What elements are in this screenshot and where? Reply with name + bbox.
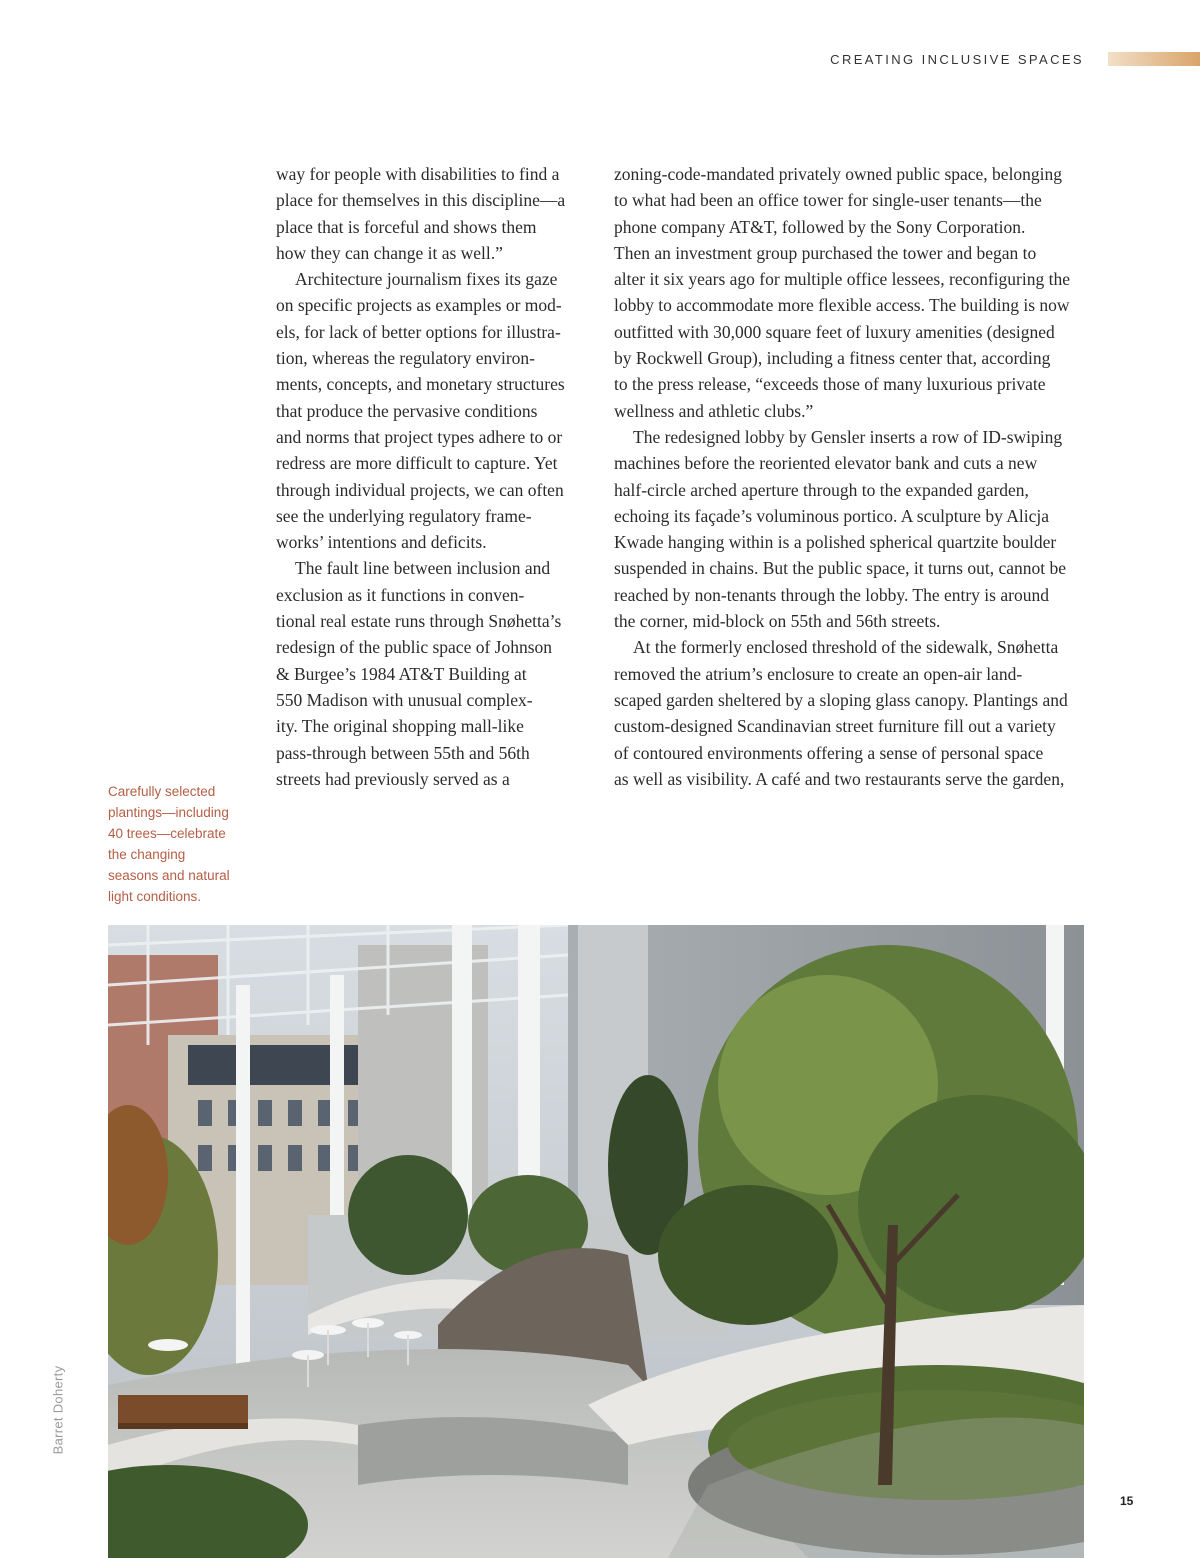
body-line: that produce the pervasive conditions <box>276 400 538 421</box>
photo-credit: Barret Doherty <box>50 1365 66 1455</box>
body-line: custom-designed Scandinavian street furniture fill out a variety <box>614 716 1056 737</box>
body-line: works’ intentions and deficits. <box>276 532 487 553</box>
garden-photo <box>108 925 1084 1558</box>
caption-line: 40 trees—celebrate <box>108 826 226 841</box>
caption-line: seasons and natural <box>108 868 230 883</box>
body-line: At the formerly enclosed threshold of the sidewalk, Snøhetta <box>633 637 1059 658</box>
body-line: how they can change it as well.” <box>276 242 503 263</box>
body-line: phone company AT&T, followed by the Sony Corporation. <box>614 216 1026 237</box>
body-line: as well as visibility. A café and two restaurants serve the garden, <box>614 768 1065 789</box>
body-line: see the underlying regulatory frame- <box>276 505 532 526</box>
body-line: Then an investment group purchased the tower and began to <box>614 242 1037 263</box>
body-line: removed the atrium’s enclosure to create an open-air land- <box>614 663 1023 684</box>
body-line: and norms that project types adhere to or <box>276 426 563 447</box>
body-line: place for themselves in this discipline—a <box>276 190 566 211</box>
body-line: exclusion as it functions in conven- <box>276 584 525 605</box>
right-text-column <box>614 161 1089 792</box>
body-line: ments, concepts, and monetary structures <box>276 374 565 395</box>
caption-line: the changing <box>108 847 186 862</box>
body-line: way for people with disabilities to find a <box>276 164 560 184</box>
body-line: & Burgee’s 1984 AT&T Building at <box>276 663 527 684</box>
page-number: 15 <box>1120 1494 1134 1508</box>
body-line: scaped garden sheltered by a sloping glass canopy. Plantings and <box>614 689 1068 710</box>
header-accent-bar <box>1108 52 1200 66</box>
left-text-column <box>276 161 586 792</box>
body-line: through individual projects, we can often <box>276 479 564 500</box>
body-line: half-circle arched aperture through to the expanded garden, <box>614 479 1029 500</box>
body-line: wellness and athletic clubs.” <box>614 400 814 421</box>
body-line: tion, whereas the regulatory environ- <box>276 348 536 369</box>
caption-line: light conditions. <box>108 889 202 904</box>
body-line: redesign of the public space of Johnson <box>276 637 553 658</box>
body-line: els, for lack of better options for illustra- <box>276 321 561 342</box>
body-line: the corner, mid-block on 55th and 56th streets. <box>614 611 941 632</box>
body-line: streets had previously served as a <box>276 768 510 789</box>
body-line: Kwade hanging within is a polished spherical quartzite boulder <box>614 532 1057 553</box>
caption-line: Carefully selected <box>108 784 216 799</box>
body-line: reached by non-tenants through the lobby. The entry is around <box>614 584 1049 605</box>
body-line: The fault line between inclusion and <box>295 558 551 579</box>
body-line: alter it six years ago for multiple office lessees, reconfiguring the <box>614 269 1070 290</box>
body-line: suspended in chains. But the public space, it turns out, cannot be <box>614 558 1066 579</box>
section-title: CREATING INCLUSIVE SPACES <box>830 52 1084 67</box>
body-line: 550 Madison with unusual complex- <box>276 689 533 710</box>
body-line: The redesigned lobby by Gensler inserts a row of ID-swiping <box>633 426 1063 447</box>
body-line: on specific projects as examples or mod- <box>276 295 562 316</box>
body-line: to the press release, “exceeds those of many luxurious private <box>614 374 1046 395</box>
photo-caption <box>108 781 248 907</box>
body-line: by Rockwell Group), including a fitness center that, according <box>614 348 1051 369</box>
body-line: echoing its façade’s voluminous portico. A sculpture by Alicja <box>614 505 1049 526</box>
body-line: pass-through between 55th and 56th <box>276 742 530 763</box>
caption-line: plantings—including <box>108 805 229 820</box>
body-line: place that is forceful and shows them <box>276 216 537 237</box>
body-line: zoning-code-mandated privately owned public space, belonging <box>614 164 1063 184</box>
body-line: to what had been an office tower for single-user tenants—the <box>614 190 1042 211</box>
body-line: machines before the reoriented elevator bank and cuts a new <box>614 453 1038 474</box>
body-line: lobby to accommodate more flexible access. The building is now <box>614 295 1070 316</box>
body-line: of contoured environments offering a sense of personal space <box>614 742 1044 763</box>
body-line: outfitted with 30,000 square feet of luxury amenities (designed <box>614 321 1055 342</box>
body-line: Architecture journalism fixes its gaze <box>295 269 558 290</box>
body-line: redress are more difficult to capture. Yet <box>276 453 558 474</box>
body-line: tional real estate runs through Snøhetta’s <box>276 611 562 632</box>
body-line: ity. The original shopping mall-like <box>276 716 524 737</box>
